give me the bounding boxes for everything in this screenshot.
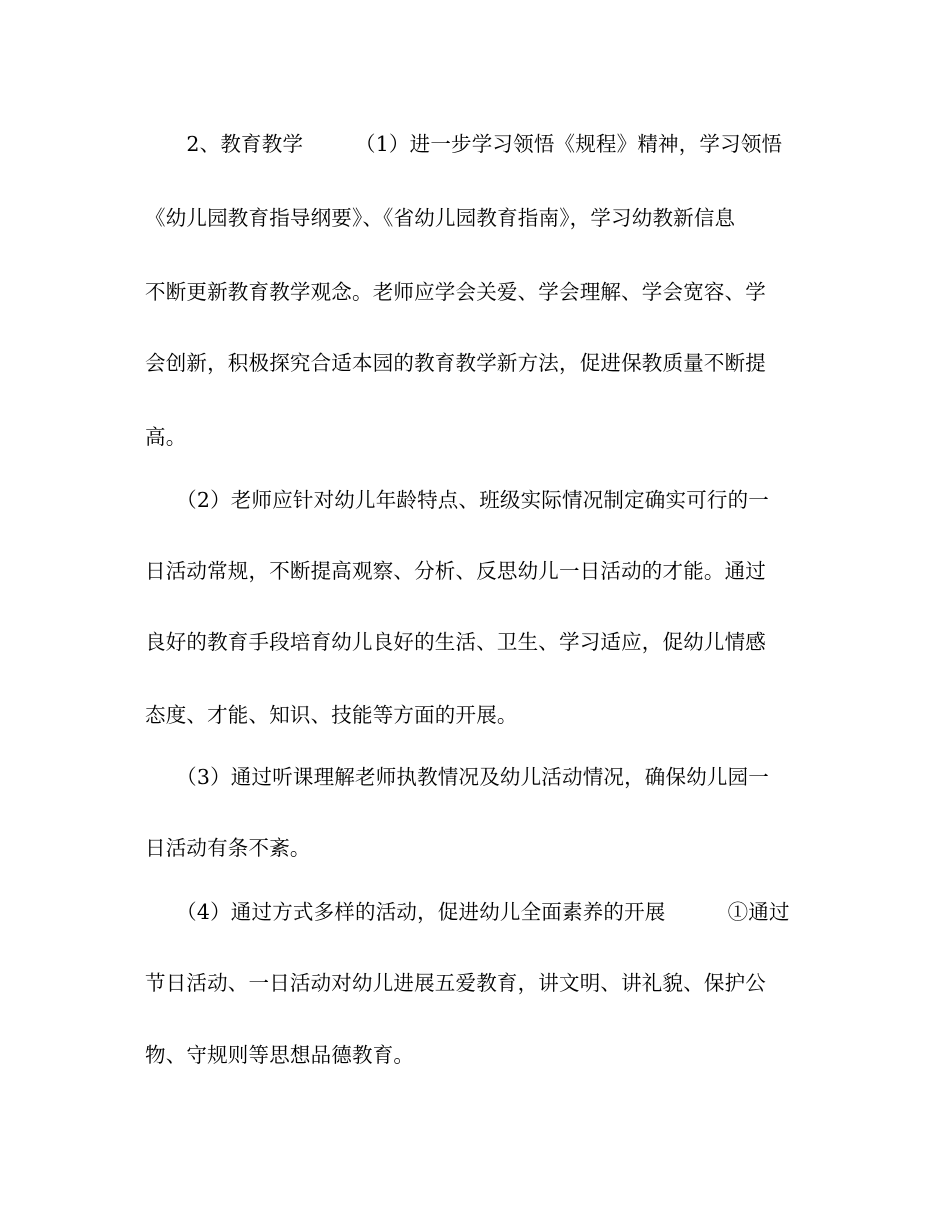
text-line: 日活动常规，不断提高观察、分析、反思幼儿一日活动的才能。通过 bbox=[145, 559, 766, 583]
text-line: （4）通过方式多样的活动，促进幼儿全面素养的开展 ①通过 bbox=[145, 900, 790, 924]
text-line: 高。 bbox=[145, 425, 187, 449]
text-line: 不断更新教育教学观念。老师应学会关爱、学会理解、学会宽容、学 bbox=[145, 280, 766, 304]
text-line: 《幼儿园教育指导纲要》、《省幼儿园教育指南》，学习幼教新信息 bbox=[145, 206, 736, 230]
text-line: 态度、才能、知识、技能等方面的开展。 bbox=[145, 703, 518, 727]
text-line: 会创新，积极探究合适本园的教育教学新方法，促进保教质量不断提 bbox=[145, 351, 766, 375]
text-line: 日活动有条不紊。 bbox=[145, 836, 311, 860]
text-line: （3）通过听课理解老师执教情况及幼儿活动情况，确保幼儿园一 bbox=[145, 765, 769, 789]
text-line: （2）老师应针对幼儿年龄特点、班级实际情况制定确实可行的一 bbox=[145, 488, 769, 512]
text-line: 良好的教育手段培育幼儿良好的生活、卫生、学习适应，促幼儿情感 bbox=[145, 630, 766, 654]
text-line: 物、守规则等思想品德教育。 bbox=[145, 1043, 415, 1067]
text-line: 2、教育教学 （1）进一步学习领悟《规程》精神，学习领悟 bbox=[145, 132, 783, 156]
text-line: 节日活动、一日活动对幼儿进展五爱教育，讲文明、讲礼貌、保护公 bbox=[145, 971, 766, 995]
